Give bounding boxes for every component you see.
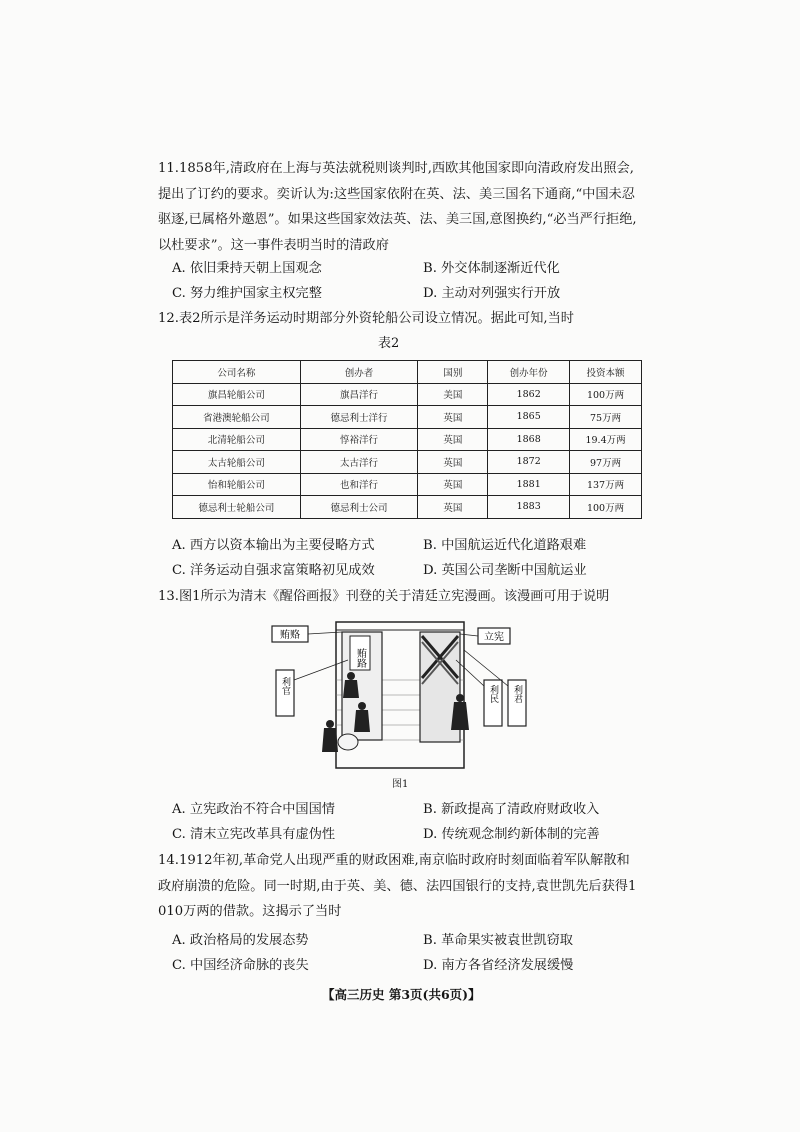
table-cell: 137万两 (570, 473, 642, 496)
option-d: D. 传统观念制约新体制的完善 (423, 827, 600, 842)
table-row (173, 473, 642, 496)
door-sign-bribery: 贿路 (354, 648, 366, 668)
table-header: 创办年份 (488, 361, 570, 384)
table-cell: 旗昌洋行 (300, 383, 418, 406)
label-constitution: 立宪 (484, 632, 504, 643)
option-d: D. 英国公司垄断中国航运业 (423, 563, 587, 578)
table-cell: 97万两 (570, 451, 642, 474)
table-cell: 德忌利士轮船公司 (173, 496, 301, 519)
table-cell: 100万两 (570, 383, 642, 406)
table-row (173, 406, 642, 429)
option-c: C. 努力维护国家主权完整 (172, 286, 322, 301)
option-b: B. 外交体制逐渐近代化 (423, 261, 560, 276)
table-cell: 英国 (418, 428, 488, 451)
table-cell: 怡和轮船公司 (173, 473, 301, 496)
table-cell: 1865 (488, 406, 570, 429)
table-row (173, 451, 642, 474)
table-row (173, 496, 642, 519)
table-title: 表2 (378, 336, 400, 351)
option-b: B. 革命果实被袁世凯窃取 (423, 933, 573, 948)
table-cell: 19.4万两 (570, 428, 642, 451)
table-cell: 英国 (418, 406, 488, 429)
table-header: 国别 (418, 361, 488, 384)
table-cell: 1868 (488, 428, 570, 451)
option-c: C. 洋务运动自强求富策略初见成效 (172, 563, 375, 578)
table-cell: 也和洋行 (300, 473, 418, 496)
table-cell: 1881 (488, 473, 570, 496)
table-cell: 1872 (488, 451, 570, 474)
table-header: 公司名称 (173, 361, 301, 384)
option-a: A. 政治格局的发展态势 (172, 933, 309, 948)
option-b: B. 中国航运近代化道路艰难 (423, 538, 587, 553)
option-a: A. 立宪政治不符合中国国情 (172, 802, 335, 817)
table-header-row (173, 361, 642, 384)
label-benefit-monarch: 利君 (512, 685, 522, 703)
table-cell: 省港澳轮船公司 (173, 406, 301, 429)
constitution-cartoon (270, 620, 532, 770)
label-benefit-people: 利民 (488, 685, 498, 703)
table-cell: 英国 (418, 473, 488, 496)
option-a: A. 依旧秉持天朝上国观念 (172, 261, 322, 276)
table-cell: 惇裕洋行 (300, 428, 418, 451)
table-header: 投资本额 (570, 361, 642, 384)
table-cell: 太古洋行 (300, 451, 418, 474)
table-cell: 北清轮船公司 (173, 428, 301, 451)
table-cell: 英国 (418, 496, 488, 519)
table-cell: 100万两 (570, 496, 642, 519)
question-11-stem: 11.1858年,清政府在上海与英法就税则谈判时,西欧其他国家即向清政府发出照会,提出了订约的要求。奕䜣认为:这些国家依附在英、法、美三国名下通商,“中国未忍驱逐,已属格外邀恩”。如果这些国家效法英、法、美三国,意图换约,“必当严行拒绝,以杜要求”。这一事件表明当时的清政府 (158, 161, 637, 253)
question-13-options (172, 797, 642, 847)
table-cell: 美国 (418, 383, 488, 406)
label-benefit-officials-1: 利官 (280, 677, 290, 695)
table-cell: 德忌利士洋行 (300, 406, 418, 429)
option-c: C. 中国经济命脉的丧失 (172, 958, 309, 973)
figure-caption: 图1 (392, 779, 409, 790)
question-13-stem: 13.图1所示为清末《醒俗画报》刊登的关于清廷立宪漫画。该漫画可用于说明 (158, 589, 610, 604)
table-cell: 英国 (418, 451, 488, 474)
table-header: 创办者 (300, 361, 418, 384)
question-12-stem: 12.表2所示是洋务运动时期部分外资轮船公司设立情况。据此可知,当时 (158, 311, 574, 326)
question-14-stem: 14.1912年初,革命党人出现严重的财政困难,南京临时政府时刻面临着军队解散和政府崩溃的危险。同一时期,由于英、美、德、法四国银行的支持,袁世凯先后获得1 010万两的借款。这揭示了当时 (158, 853, 637, 919)
table-row (173, 383, 642, 406)
option-c: C. 清末立宪改革具有虚伪性 (172, 827, 336, 842)
table-cell: 75万两 (570, 406, 642, 429)
table-cell: 德忌利士公司 (300, 496, 418, 519)
option-b: B. 新政提高了清政府财政收入 (423, 802, 600, 817)
question-12-options (172, 533, 642, 583)
company-table (172, 360, 642, 519)
option-d: D. 南方各省经济发展缓慢 (423, 958, 574, 973)
option-a: A. 西方以资本输出为主要侵略方式 (172, 538, 375, 553)
table-cell: 太古轮船公司 (173, 451, 301, 474)
page-footer: 【高三历史 第3页(共6页)】 (322, 987, 481, 1002)
table-cell: 旗昌轮船公司 (173, 383, 301, 406)
option-d: D. 主动对列强实行开放 (423, 286, 561, 301)
label-bribery: 贿赂 (280, 630, 300, 641)
table-row (173, 428, 642, 451)
question-11-options (172, 256, 642, 306)
table-cell: 1862 (488, 383, 570, 406)
question-14-options (172, 928, 642, 978)
table-cell: 1883 (488, 496, 570, 519)
